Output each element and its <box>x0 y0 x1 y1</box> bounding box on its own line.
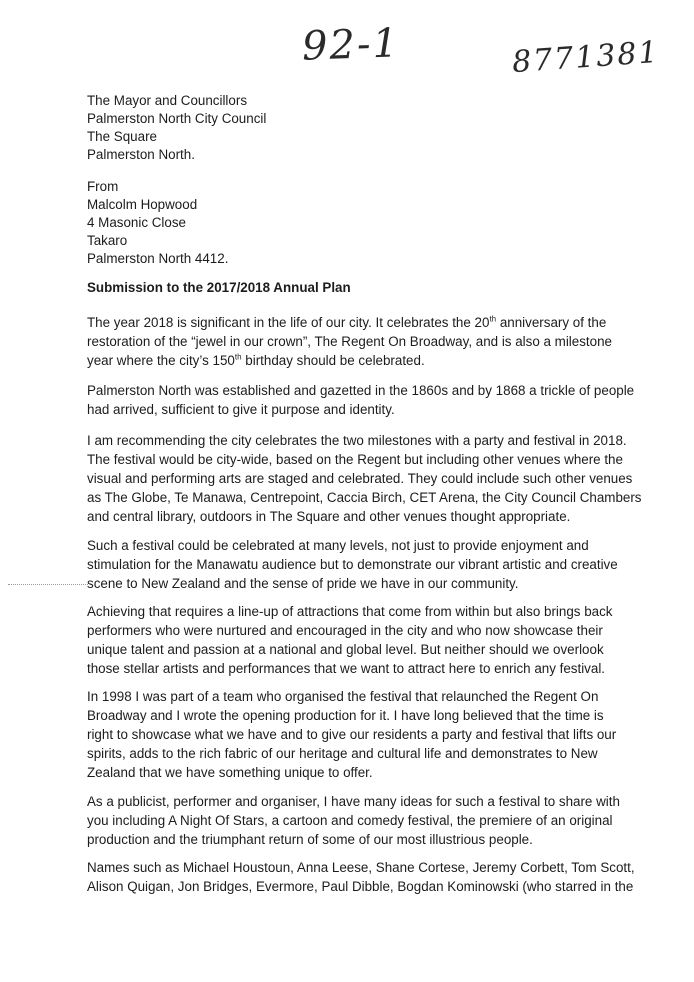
paragraph-line: Names such as Michael Houstoun, Anna Leese, Shane Cortese, Jeremy Corbett, Tom Scott, <box>87 860 635 875</box>
paragraph-attractions <box>87 602 627 678</box>
recipient-line: Palmerston North. <box>87 147 195 162</box>
ordinal-suffix: th <box>489 314 497 324</box>
paragraph-line: visual and performing arts are staged and celebrated. They could include such other venues <box>87 471 633 486</box>
sender-line: 4 Masonic Close <box>87 215 186 230</box>
recipient-line: The Square <box>87 129 157 144</box>
recipient-address <box>87 92 647 164</box>
text-run: year where the city’s 150 <box>87 353 235 368</box>
recipient-line: Palmerston North City Council <box>87 111 267 126</box>
ordinal-suffix: th <box>234 352 242 362</box>
handwritten-reference-left: 92-1 <box>301 20 401 70</box>
paragraph-line: Palmerston North was established and gazetted in the 1860s and by 1868 a trickle of people <box>87 383 635 398</box>
paragraph-line: performers who were nurtured and encouraged in the city and who now showcase their <box>87 623 603 638</box>
paragraph-line: you including A Night Of Stars, a cartoon and comedy festival, the premiere of an original <box>87 813 613 828</box>
text-run: birthday should be celebrated. <box>241 353 425 368</box>
paragraph-anniversary <box>87 313 627 370</box>
paragraph-line: spirits, adds to the rich fabric of our heritage and cultural life and demonstrates to New <box>87 746 598 761</box>
paragraph-line: scene to New Zealand and the sense of pride we have in our community. <box>87 576 519 591</box>
paragraph-publicist <box>87 792 627 849</box>
sender-line: Palmerston North 4412. <box>87 251 229 266</box>
sender-line: Takaro <box>87 233 128 248</box>
paragraph-line: production and the triumphant return of some of our most illustrious people. <box>87 832 533 847</box>
paragraph-line: The festival would be city-wide, based on the Regent but including other venues where the <box>87 452 623 467</box>
recipient-line: The Mayor and Councillors <box>87 93 248 108</box>
text-run: The year 2018 is significant in the life of our city. It celebrates the 20 <box>87 315 490 330</box>
paragraph-line: had arrived, sufficient to give it purpose and identity. <box>87 402 395 417</box>
paragraph-line: as The Globe, Te Manawa, Centrepoint, Caccia Birch, CET Arena, the City Council Chambers <box>87 490 642 505</box>
paragraph-line: Such a festival could be celebrated at many levels, not just to provide enjoyment and <box>87 538 589 553</box>
handwritten-reference-right: 8771381 <box>510 34 661 81</box>
sender-line: Malcolm Hopwood <box>87 197 198 212</box>
paragraph-line: In 1998 I was part of a team who organised the festival that relaunched the Regent On <box>87 689 599 704</box>
text-run: anniversary of the <box>496 315 607 330</box>
paragraph-line <box>87 313 627 332</box>
paragraph-line: right to showcase what we have and to give our residents a party and festival that lifts our <box>87 727 617 742</box>
paragraph-line: those stellar artists and performances that we want to attract here to enrich any festival. <box>87 661 606 676</box>
paragraph-levels <box>87 536 627 593</box>
margin-dotted-line <box>8 584 88 586</box>
paragraph-line: and central library, outdoors in The Square and other venues thought appropriate. <box>87 509 571 524</box>
paragraph-line: Zealand that we have something unique to offer. <box>87 765 373 780</box>
paragraph-line: Alison Quigan, Jon Bridges, Evermore, Paul Dibble, Bogdan Kominowski (who starred in the <box>87 879 634 894</box>
paragraph-names <box>87 858 635 896</box>
paragraph-recommendation <box>87 431 642 526</box>
paragraph-line <box>87 351 627 370</box>
paragraph-1998 <box>87 687 627 782</box>
paragraph-line: As a publicist, performer and organiser, I have many ideas for such a festival to share with <box>87 794 620 809</box>
paragraph-history <box>87 381 635 419</box>
paragraph-line: Broadway and I wrote the opening production for it. I have long believed that the time is <box>87 708 604 723</box>
sender-address <box>87 178 647 268</box>
submission-heading: Submission to the 2017/2018 Annual Plan <box>87 280 351 295</box>
sender-line: From <box>87 179 119 194</box>
paragraph-line: Achieving that requires a line-up of attractions that come from within but also brings back <box>87 604 613 619</box>
paragraph-line: I am recommending the city celebrates the two milestones with a party and festival in 2018. <box>87 433 627 448</box>
paragraph-line: restoration of the “jewel in our crown”, The Regent On Broadway, and is also a milestone <box>87 334 612 349</box>
paragraph-line: stimulation for the Manawatu audience but to demonstrate our vibrant artistic and creative <box>87 557 618 572</box>
paragraph-line: unique talent and passion at a national and global level. But neither should we overlook <box>87 642 604 657</box>
